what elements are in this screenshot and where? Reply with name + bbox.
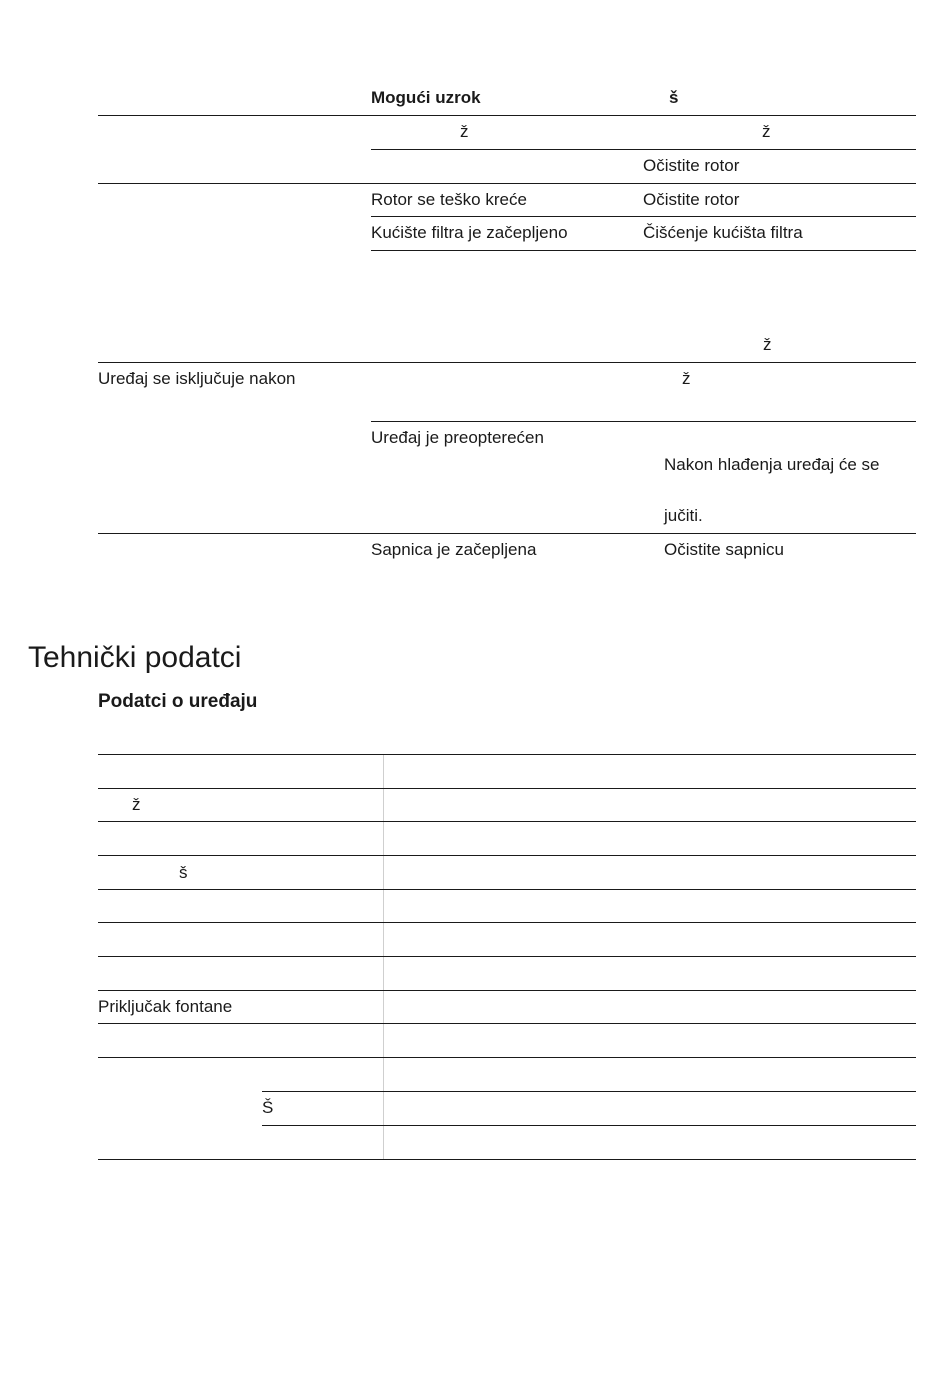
remedy-cell: ž	[762, 122, 771, 141]
cause-cell: Kućište filtra je začepljeno	[371, 223, 568, 242]
table-divider	[98, 922, 916, 923]
table-divider	[98, 956, 916, 957]
table-divider	[98, 754, 916, 755]
table-divider	[98, 990, 916, 991]
table-divider	[98, 1057, 916, 1058]
table-divider	[98, 115, 916, 116]
data-label: š	[179, 863, 188, 882]
section-subtitle: Podatci o uređaju	[98, 691, 258, 712]
remedy-cell: Nakon hlađenja uređaj će se	[664, 455, 880, 474]
table-divider	[371, 421, 916, 422]
table-divider	[98, 855, 916, 856]
table-divider	[98, 533, 916, 534]
remedy-cell: Čišćenje kućišta filtra	[643, 223, 803, 242]
data-label: Priključak fontane	[98, 997, 233, 1016]
section-title: Tehnički podatci	[28, 641, 242, 674]
table-divider	[371, 216, 916, 217]
remedy-cell: ž	[763, 335, 772, 354]
table-divider	[98, 889, 916, 890]
table-divider	[98, 183, 916, 184]
table-divider	[98, 788, 916, 789]
table-divider	[98, 821, 916, 822]
cause-cell: Sapnica je začepljena	[371, 540, 537, 559]
cause-cell: Uređaj je preopterećen	[371, 428, 544, 447]
table-divider	[262, 1125, 916, 1126]
table-divider	[371, 149, 916, 150]
remedy-cell: jučiti.	[664, 506, 703, 525]
remedy-cell: Očistite rotor	[643, 190, 740, 209]
table-divider	[98, 1159, 916, 1160]
remedy-cell: ž	[682, 369, 691, 388]
remedy-cell: Očistite sapnicu	[664, 540, 784, 559]
cause-cell: ž	[460, 122, 469, 141]
table-divider	[262, 1091, 916, 1092]
problem-cell: Uređaj se isključuje nakon	[98, 369, 296, 388]
remedy-cell: Očistite rotor	[643, 156, 740, 175]
cause-cell: Rotor se teško kreće	[371, 190, 527, 209]
data-label: Š	[262, 1098, 274, 1117]
table-divider	[371, 250, 916, 251]
column-header-cause: Mogući uzrok	[371, 88, 481, 107]
table-divider	[98, 362, 916, 363]
data-label: ž	[132, 795, 141, 814]
table-divider	[98, 1023, 916, 1024]
column-header-remedy: š	[669, 88, 679, 107]
